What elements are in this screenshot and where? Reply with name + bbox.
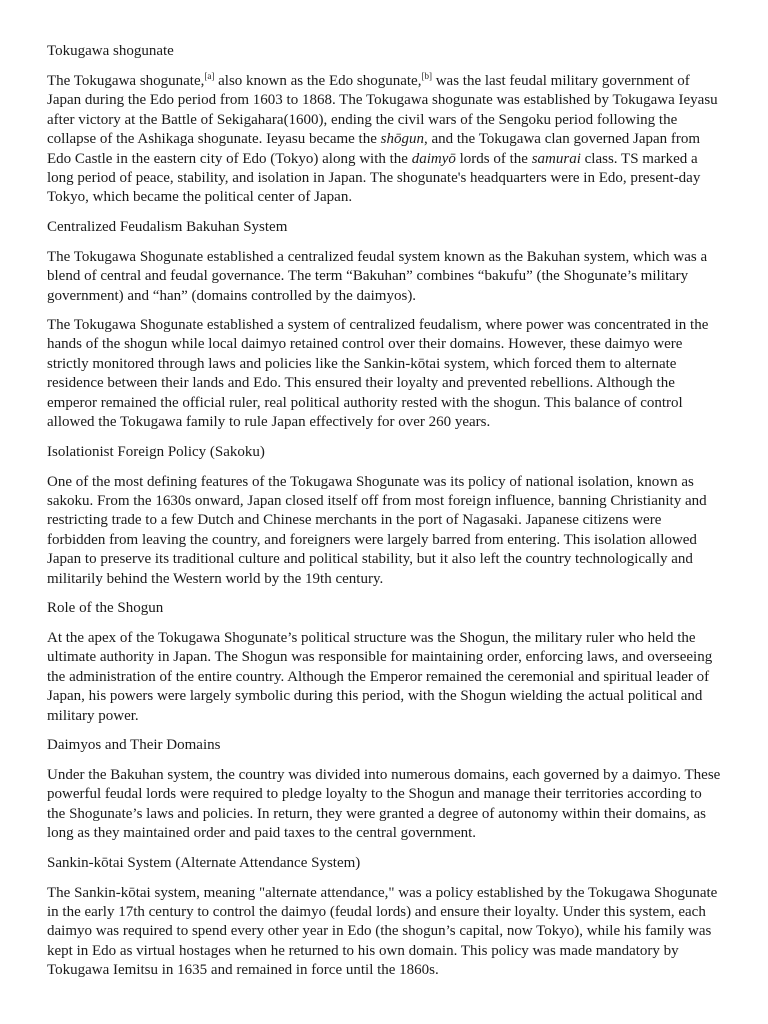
intro-text-b: also known as the Edo shogunate, [214,73,422,89]
intro-text-c: was the last feudal military government of Japan during the Edo period from 1603 to 1868. The Tokugawa shogunate was established by Tokugawa Ieyasu after victory at the Battle of Sekigahara(1600), ending the civil wars of the Sengoku period following the collapse of the Ashikaga shogunate. Ieyasu became the [47,73,718,148]
intro-text-e: lords of the [455,150,532,167]
sakoku-paragraph: One of the most defining features of the Tokugawa Shogunate was its policy of national isolation, known as sakoku. From the 1630s onward, Japan closed itself off from most foreign influence, banning Christianity and restricting trade to a few Dutch and Chinese merchants in the port of Nagasaki. Japanese citizens were forbidden from leaving the country, and foreigners were largely barred from entering. This isolation allowed Japan to preserve its traditional culture and political stability, but it also left the country technologically and militarily behind the Western world by the 19th century. [47,473,707,587]
section-heading-sakoku: Isolationist Foreign Policy (Sakoku) [47,443,265,460]
intro-text-d: , and the Tokugawa clan governed Japan from Edo Castle in the eastern city of Edo (Tokyo) along with the [47,131,701,167]
intro-paragraph [47,72,722,208]
term-shogun: shōgun [380,131,424,148]
footnote-link-b[interactable]: [b] [421,71,432,81]
section-heading-sankin-kotai: Sankin-kōtai System (Alternate Attendance System) [47,854,361,871]
term-samurai: samurai [531,150,581,167]
section-heading-daimyos: Daimyos and Their Domains [47,736,221,753]
bakuhan-paragraph-2: The Tokugawa Shogunate established a system of centralized feudalism, where power was concentrated in the hands of the shogun while local daimyo retained control over their domains. However, these daimyo were strictly monitored through laws and policies like the Sankin-kōtai system, which forced them to alternate residence between their lands and Edo. This ensured their loyalty and prevented rebellions. Although the emperor remained the official ruler, real political authority rested with the shogun. This balance of control allowed the Tokugawa family to rule Japan effectively for over 260 years. [47,317,709,431]
role-of-shogun-paragraph: At the apex of the Tokugawa Shogunate’s political structure was the Shogun, the military ruler who held the ultimate authority in Japan. The Shogun was responsible for maintaining order, enforcing laws, and overseeing the administration of the entire country. Although the Emperor remained the ceremonial and spiritual leader of Japan, his powers were largely symbolic during this period, with the Shogun wielding the actual political and military power. [47,629,713,724]
section-heading-role-of-shogun: Role of the Shogun [47,599,164,616]
term-daimyo: daimyō [411,150,456,167]
section-heading-bakuhan: Centralized Feudalism Bakuhan System [47,218,288,235]
intro-text-a: The Tokugawa shogunate, [47,73,205,89]
section-heading-tokugawa-shogunate: Tokugawa shogunate [47,43,174,59]
sankin-kotai-paragraph: The Sankin-kōtai system, meaning "alternate attendance," was a policy established by the Tokugawa Shogunate in the early 17th century to control the daimyo (feudal lords) and ensure their loyalty. Under this system, each daimyo was required to spend every other year in Edo (the shogun’s capital, now Tokyo), while his family was kept in Edo as virtual hostages when he returned to his own domain. This policy was made mandatory by Tokugawa Iemitsu in 1635 and remained in force until the 1860s. [47,884,718,979]
daimyos-paragraph: Under the Bakuhan system, the country was divided into numerous domains, each governed by a daimyo. These powerful feudal lords were required to pledge loyalty to the Shogun and manage their territories according to the Shogunate’s laws and policies. In return, they were granted a degree of autonomy within their domains, as long as they maintained order and paid taxes to the central government. [47,766,721,842]
bakuhan-paragraph-1: The Tokugawa Shogunate established a centralized feudal system known as the Bakuhan system, which was a blend of central and feudal governance. The term “Bakuhan” combines “bakufu” (the Shogunate’s military government) and “han” (domains controlled by the daimyos). [47,248,708,304]
footnote-link-a[interactable]: [a] [204,71,215,81]
intro-text-f: class. TS marked a long period of peace, stability, and isolation in Japan. The shogunate's headquarters were in Edo, present-day Tokyo, which became the political center of Japan. [47,150,701,206]
